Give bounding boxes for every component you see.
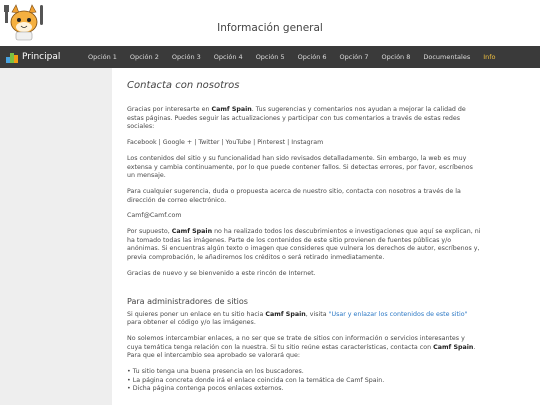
nav-item-opcion-8[interactable]: Opción 8 [381,53,411,61]
welcome-paragraph: Gracias de nuevo y se bienvenido a este rincón de Internet. [127,269,316,277]
usage-link[interactable]: "Usar y enlazar los contenidos de este sitio" [328,310,468,318]
criteria-list [127,368,481,394]
contact-email[interactable]: Camf@Camf.com [127,212,182,220]
nav-menu [88,46,509,68]
top-navbar [0,46,540,68]
nav-item-opcion-3[interactable]: Opción 3 [171,53,201,61]
review-paragraph: Los contenidos del sitio y su funcionalidad han sido revisados detalladamente. Sin embargo, la web es muy extensa y cambia continuamente, por lo que puede contener fallos. Si detectas errores, por favor, escríbenos un mensaje. [127,154,473,180]
brand-link[interactable] [6,46,60,68]
admin-heading: Para administradores de sitios [127,296,248,306]
list-item: • La página concreta donde irá el enlace coincida con la temática de Camf Spain. [127,376,385,384]
left-sidebar [0,68,112,405]
contact-heading: Contacta con nosotros [127,80,240,91]
social-links[interactable]: Facebook | Google + | Twitter | YouTube | Pinterest | Instagram [127,139,324,147]
page-title: Información general [217,22,323,34]
intro-paragraph: Gracias por interesarte en Camf Spain. Tus sugerencias y comentarios nos ayudan a mejorar la calidad de estas páginas. Puedes seguir las actualizaciones y participar con tus comentarios a través de estas redes sociales: [127,106,466,131]
nav-item-opcion-1[interactable]: Opción 1 [88,53,117,61]
brand-name: Camf Spain [433,343,474,351]
nav-item-opcion-2[interactable]: Opción 2 [129,53,159,61]
colorful-blocks-icon [6,51,18,63]
brand-name: Camf Spain [171,228,213,236]
copyright-paragraph: Por supuesto, Camf Spain no ha realizado todos los descubrimientos e investigaciones que aquí se explican, ni ha tomado todas las imágenes. Parte de los contenidos de este sitio provienen de fuentes públicas y/o anónimas. Si encuentras algún texto o imagen que consideres que vulnera los derechos de autor, escríbenos y, previa comprobación, le añadiremos los créditos o será retirado inmediatamente. [127,228,481,262]
main-content [127,80,481,394]
nav-item-opcion-4[interactable]: Opción 4 [213,53,243,61]
brand-name: Camf Spain [265,310,306,318]
exchange-paragraph: No solemos intercambiar enlaces, a no ser que se trate de sitios con información o servicios interesantes y cuya temática tenga relación con la nuestra. Si tu sitio reúne estas características, contacta con Camf Spain. Para que el intercambio sea aprobado se valorará que: [127,334,476,360]
nav-item-documentales[interactable]: Documentales [423,53,471,61]
nav-item-opcion-5[interactable]: Opción 5 [255,53,285,61]
site-header [0,0,540,44]
brand-name: Camf Spain [211,106,252,113]
suggestion-paragraph: Para cualquier sugerencia, duda o propuesta acerca de nuestro sitio, contacta con nosotros a través de la dirección de correo electrónico. [127,187,461,204]
nav-item-opcion-6[interactable]: Opción 6 [297,53,327,61]
admin-link-paragraph: Si quieres poner un enlace en tu sitio hacia Camf Spain, visita "Usar y enlazar los contenidos de este sitio" para obtener el código y/o las imágenes. [127,310,468,327]
brand-label: Principal [22,52,61,62]
nav-item-info[interactable]: Info [483,53,496,61]
list-item: • Tu sitio tenga una buena presencia en los buscadores. [127,368,304,376]
nav-item-opcion-7[interactable]: Opción 7 [339,53,369,61]
list-item: • Dicha página contenga pocos enlaces externos. [127,385,284,393]
